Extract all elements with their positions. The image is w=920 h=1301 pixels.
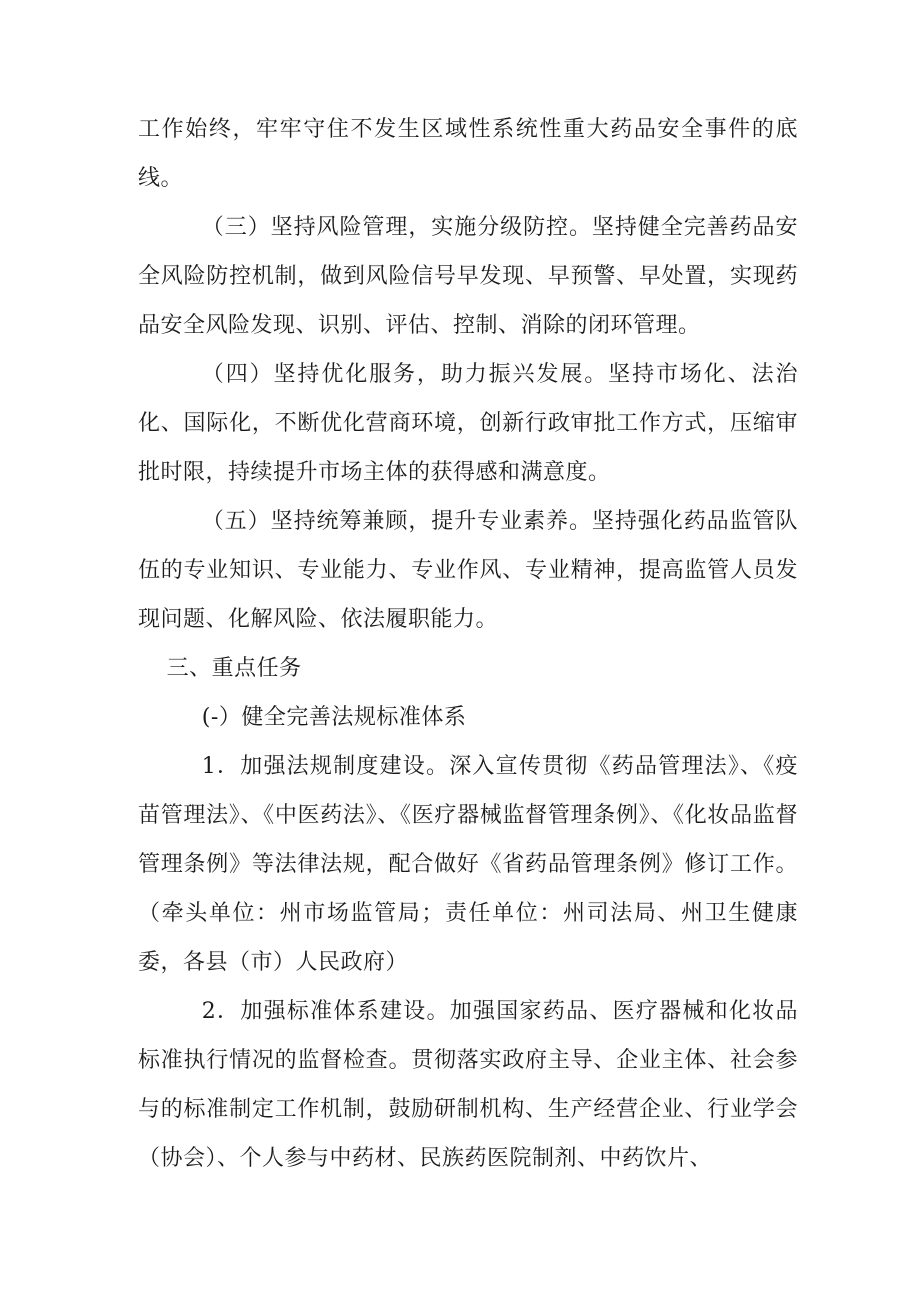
paragraph-item-2-standards: 2．加强标准体系建设。加强国家药品、医疗器械和化妆品标准执行情况的监督检查。贯彻落实政府主导、企业主体、社会参与的标准制定工作机制，鼓励研制机构、生产经营企业、行业学会（协会）、个人参与中药材、民族药医院制剂、中药饮片、 [138,999,798,1171]
subsection-heading-regulations: (-）健全完善法规标准体系 [201,705,467,730]
paragraph-professional-quality: （五）坚持统筹兼顾，提升专业素养。坚持强化药品监管队伍的专业知识、专业能力、专业作风、专业精神，提高监管人员发现问题、化解风险、依法履职能力。 [138,509,798,632]
paragraph-risk-management: （三）坚持风险管理，实施分级防控。坚持健全完善药品安全风险防控机制，做到风险信号早发现、早预警、早处置，实现药品安全风险发现、识别、评估、控制、消除的闭环管理。 [138,215,798,338]
paragraph-optimize-service: （四）坚持优化服务，助力振兴发展。坚持市场化、法治化、国际化，不断优化营商环境，创新行政审批工作方式，压缩审批时限，持续提升市场主体的获得感和满意度。 [138,362,798,485]
paragraph-continuation: 工作始终，牢牢守住不发生区域性系统性重大药品安全事件的底线。 [138,117,798,191]
section-heading-key-tasks: 三、重点任务 [166,656,302,681]
document-body [138,105,798,1183]
paragraph-item-1-regulations: 1．加强法规制度建设。深入宣传贯彻《药品管理法》、《疫苗管理法》、《中医药法》、《医疗器械监督管理条例》、《化妆品监督管理条例》等法律法规，配合做好《省药品管理条例》修订工作。（牵头单位：州市场监管局；责任单位：州司法局、州卫生健康委，各县（市）人民政府） [138,754,798,975]
